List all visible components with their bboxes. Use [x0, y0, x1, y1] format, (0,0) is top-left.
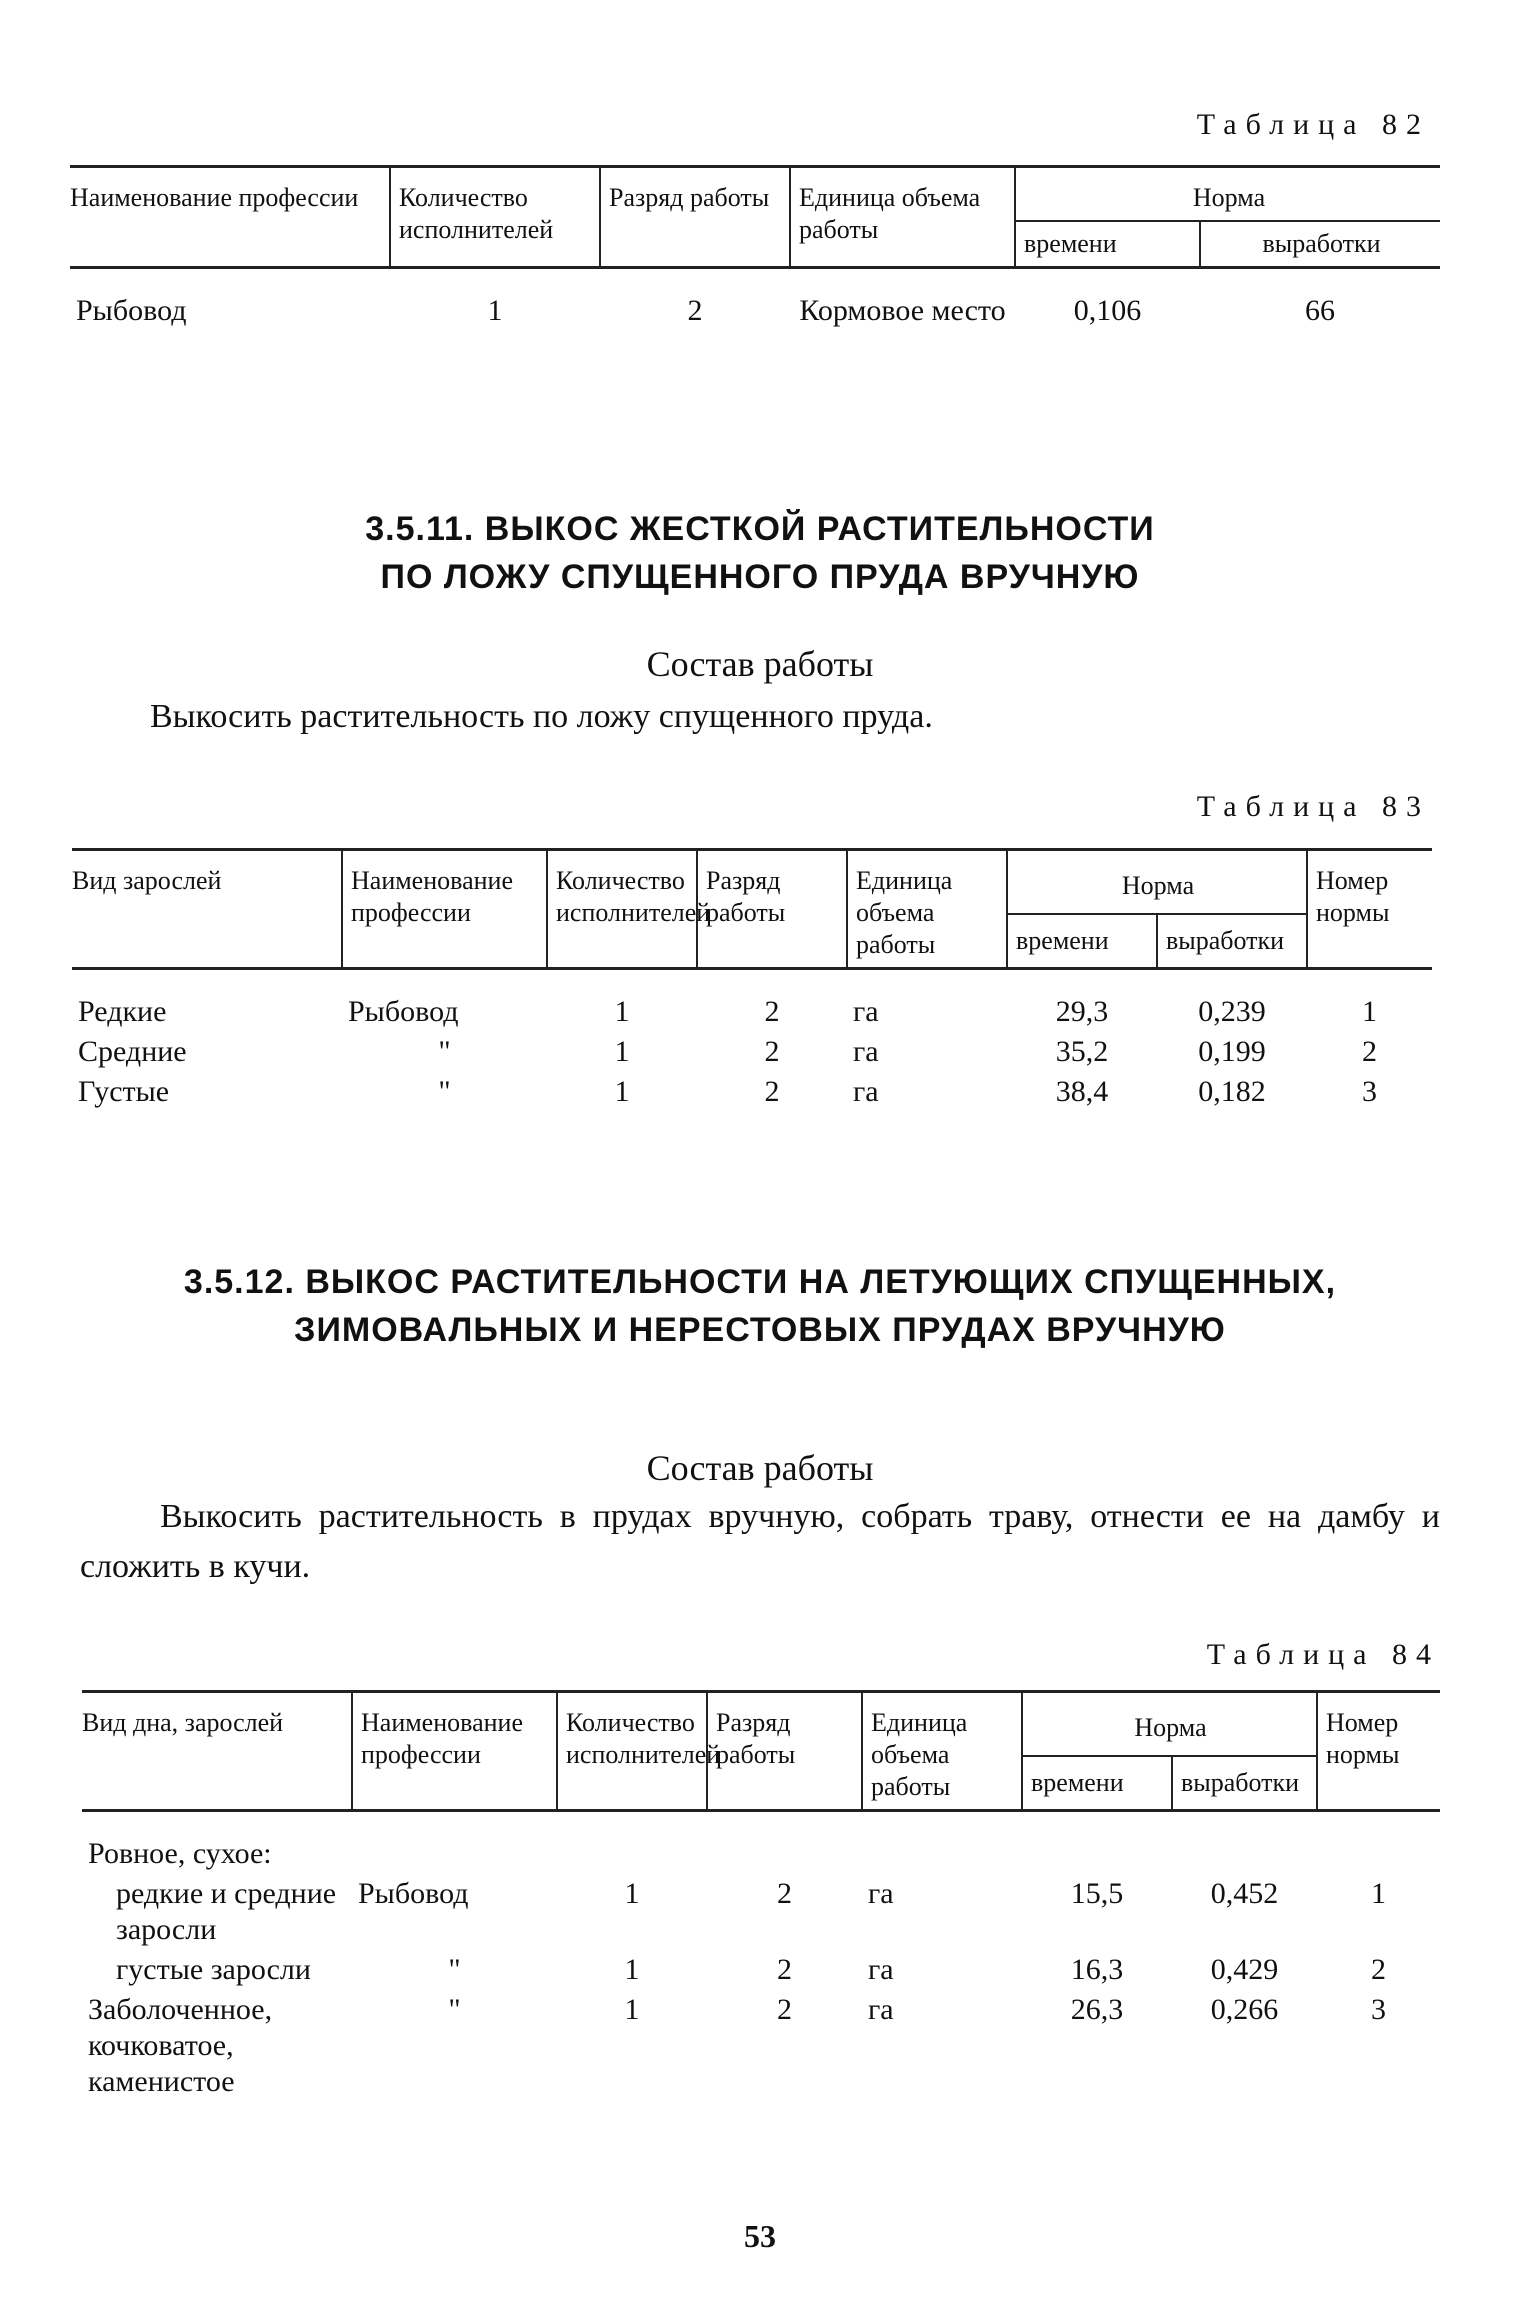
header-count: Количество исполнителей	[547, 850, 697, 969]
header-norm: Норма	[1007, 850, 1307, 914]
cell-profession: "	[448, 1953, 461, 1986]
header-number: Номер нормы	[1317, 1692, 1440, 1811]
cell-number: 2	[1371, 1953, 1387, 1986]
cell-time: 0,106	[1073, 294, 1142, 327]
header-unit: Единица объема работы	[790, 167, 1015, 268]
header-grade: Разряд работы	[697, 850, 847, 969]
table-row	[82, 1874, 1440, 1950]
cell-time: 26,3	[1070, 1993, 1124, 2026]
cell-type: густые заросли	[116, 1953, 311, 1986]
cell-unit: га	[853, 1035, 879, 1068]
header-time: времени	[1007, 914, 1157, 969]
header-output: выработки	[1200, 221, 1440, 268]
header-norm: Норма	[1022, 1692, 1317, 1756]
header-time: времени	[1022, 1756, 1172, 1811]
header-type: Вид дна, зарослей	[82, 1692, 352, 1811]
header-unit: Единица объема работы	[862, 1692, 1022, 1811]
cell-output: 66	[1305, 294, 1335, 327]
table-row	[82, 1990, 1440, 2102]
header-output: выработки	[1172, 1756, 1317, 1811]
cell-grade: 2	[687, 294, 703, 327]
section-1-title	[70, 505, 1450, 601]
header-grade: Разряд работы	[600, 167, 790, 268]
header-number: Номер нормы	[1307, 850, 1432, 969]
cell-unit: Кормовое место	[799, 294, 1006, 327]
cell-group-label: Ровное, сухое:	[88, 1837, 272, 1870]
table-82-caption: Таблица 82	[1196, 108, 1430, 141]
table-83	[72, 848, 1432, 1112]
section-2-title-line2: ЗИМОВАЛЬНЫХ И НЕРЕСТОВЫХ ПРУДАХ ВРУЧНУЮ	[294, 1311, 1226, 1349]
table-83-caption: Таблица 83	[1196, 790, 1430, 823]
cell-unit: га	[868, 1953, 894, 1986]
cell-count: 1	[614, 995, 630, 1028]
header-output: выработки	[1157, 914, 1307, 969]
cell-type: редкие и средние заросли	[116, 1877, 337, 1946]
section-2-title	[70, 1258, 1450, 1354]
table-84-caption: Таблица 84	[1206, 1638, 1440, 1671]
cell-grade: 2	[777, 1877, 792, 1910]
cell-profession: "	[438, 1035, 451, 1068]
header-norm: Норма	[1015, 167, 1440, 222]
cell-output: 0,239	[1198, 995, 1266, 1028]
cell-type: Густые	[78, 1075, 170, 1108]
section-1-title-line2: ПО ЛОЖУ СПУЩЕННОГО ПРУДА ВРУЧНУЮ	[380, 558, 1140, 596]
cell-type: Средние	[78, 1035, 187, 1068]
cell-profession: Рыбовод	[358, 1877, 469, 1910]
cell-grade: 2	[764, 1035, 780, 1068]
cell-profession: "	[448, 1993, 461, 2026]
header-profession: Наименование профессии	[352, 1692, 557, 1811]
header-grade: Разряд работы	[707, 1692, 862, 1811]
page-number: 53	[744, 2218, 776, 2254]
cell-unit: га	[868, 1877, 894, 1910]
cell-number: 3	[1371, 1993, 1387, 2026]
cell-count: 1	[614, 1035, 630, 1068]
header-count: Количество исполнителей	[557, 1692, 707, 1811]
header-type: Вид зарослей	[72, 850, 342, 969]
cell-time: 15,5	[1070, 1877, 1124, 1910]
table-row	[82, 1950, 1440, 1990]
cell-number: 1	[1371, 1877, 1387, 1910]
cell-profession: "	[438, 1075, 451, 1108]
cell-count: 1	[624, 1993, 640, 2026]
cell-grade: 2	[777, 1953, 792, 1986]
table-group-row	[82, 1811, 1440, 1875]
cell-unit: га	[853, 995, 879, 1028]
cell-output: 0,266	[1210, 1993, 1279, 2026]
header-count: Количество исполнителей	[390, 167, 600, 268]
section-1-text: Выкосить растительность по ложу спущенного пруда.	[150, 698, 933, 735]
header-time: времени	[1015, 221, 1200, 268]
cell-count: 1	[614, 1075, 630, 1108]
cell-grade: 2	[764, 995, 780, 1028]
section-1-subtitle: Состав работы	[646, 644, 874, 684]
cell-output: 0,199	[1198, 1035, 1266, 1068]
cell-number: 2	[1362, 1035, 1378, 1068]
header-profession: Наименование профессии	[70, 167, 390, 268]
cell-unit: га	[853, 1075, 879, 1108]
section-1-title-line1: 3.5.11. ВЫКОС ЖЕСТКОЙ РАСТИТЕЛЬНОСТИ	[365, 510, 1155, 548]
cell-type: Заболоченное, кочковатое, каменистое	[88, 1993, 273, 2098]
table-row	[72, 1072, 1432, 1112]
table-82	[70, 165, 1440, 331]
cell-number: 3	[1362, 1075, 1378, 1108]
cell-count: 1	[624, 1953, 640, 1986]
cell-output: 0,429	[1210, 1953, 1279, 1986]
section-2-text	[80, 1492, 1440, 1592]
cell-output: 0,182	[1198, 1075, 1266, 1108]
table-row	[70, 268, 1440, 332]
header-profession: Наименование профессии	[342, 850, 547, 969]
cell-count: 1	[624, 1877, 640, 1910]
table-row	[72, 1032, 1432, 1072]
cell-time: 29,3	[1055, 995, 1109, 1028]
cell-type: Редкие	[78, 995, 167, 1028]
section-2-text-content: Выкосить растительность в прудах вручную, собрать траву, отнести ее на дамбу и сложить в кучи.	[80, 1498, 1440, 1585]
section-2-subtitle: Состав работы	[646, 1448, 874, 1488]
cell-time: 16,3	[1070, 1953, 1124, 1986]
table-84	[82, 1690, 1440, 2102]
cell-number: 1	[1362, 995, 1378, 1028]
cell-output: 0,452	[1210, 1877, 1279, 1910]
cell-grade: 2	[764, 1075, 780, 1108]
table-row	[72, 969, 1432, 1033]
header-unit: Единица объема работы	[847, 850, 1007, 969]
cell-time: 38,4	[1055, 1075, 1109, 1108]
section-2-title-line1: 3.5.12. ВЫКОС РАСТИТЕЛЬНОСТИ НА ЛЕТУЮЩИХ СПУЩЕННЫХ,	[183, 1263, 1337, 1301]
cell-unit: га	[868, 1993, 894, 2026]
cell-profession: Рыбовод	[348, 995, 459, 1028]
cell-grade: 2	[777, 1993, 792, 2026]
cell-count: 1	[487, 294, 503, 327]
cell-profession: Рыбовод	[76, 294, 187, 327]
cell-time: 35,2	[1055, 1035, 1109, 1068]
